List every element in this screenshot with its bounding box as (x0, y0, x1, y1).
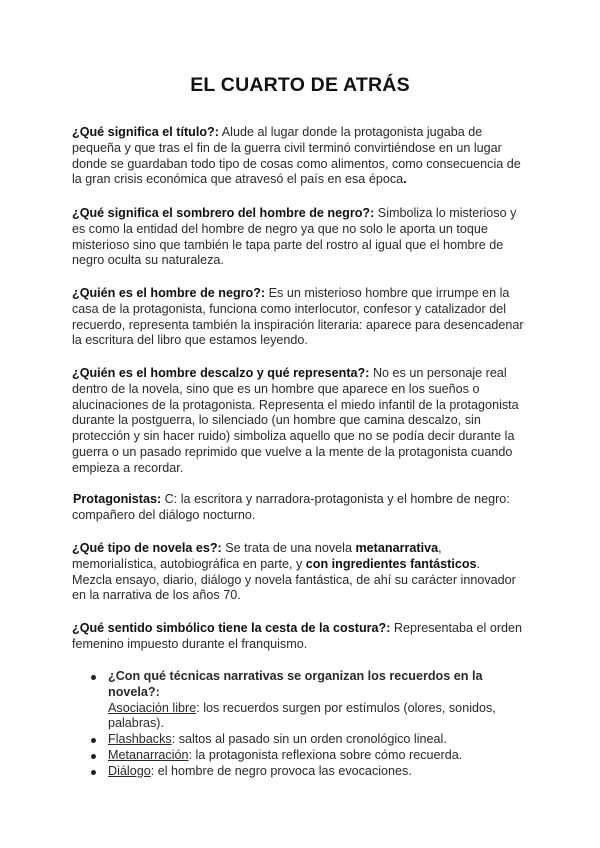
question-label: ¿Qué sentido simbólico tiene la cesta de la costura?: (72, 621, 391, 635)
technique-term: Flashbacks (108, 732, 172, 747)
question-label: ¿Qué significa el título?: (72, 125, 219, 139)
techniques-list (72, 669, 528, 780)
question-label: ¿Qué significa el sombrero del hombre de negro?: (72, 206, 375, 220)
technique-desc: : el hombre de negro provoca las evocaciones. (150, 763, 412, 778)
bullet-icon (91, 754, 96, 759)
bullet-icon (91, 675, 96, 680)
list-heading: ¿Con qué técnicas narrativas se organizan los recuerdos en la novela?: (108, 669, 483, 699)
section-barefoot-man (72, 366, 528, 477)
question-label: Protagonistas: (73, 492, 162, 506)
question-label: ¿Quién es el hombre de negro?: (72, 286, 266, 300)
novel-type-extra: Mezcla ensayo, diario, diálogo y novela fantástica, de ahí su carácter innovador en la narrativa de los años 70. (72, 572, 516, 603)
technique-desc: : los recuerdos surgen por estímulos (olores, sonidos, palabras). (108, 700, 496, 731)
question-label: ¿Qué tipo de novela es?: (72, 541, 222, 555)
list-item (72, 764, 528, 780)
answer-text: . (476, 556, 481, 571)
answer-text: Alude al lugar donde la protagonista jugaba de pequeña y que tras el fin de la guerra civil terminó convirtiéndose en un lugar donde se guardaban todo tipo de cosas como alimentos, como consecuencia de la gran crisis económica que atravesó el país en esa época (72, 125, 521, 187)
section-novel-type (72, 541, 528, 604)
section-man-in-black (72, 286, 528, 349)
technique-term: Asociación libre (108, 700, 197, 715)
answer-text: Se trata de una novela (221, 541, 356, 555)
technique-desc: : la protagonista reflexiona sobre cómo recuerda. (188, 747, 463, 762)
list-item (72, 732, 528, 748)
answer-text: Simboliza lo misterioso y es como la entidad del hombre de negro ya que no solo le aporta un toque misterioso sino que también le tapa parte del rostro al igual que el hombre de negro oculta su naturaleza. (72, 206, 517, 268)
bullet-icon (91, 770, 96, 775)
section-sewing-basket (72, 621, 528, 653)
list-item (72, 748, 528, 764)
bold-term: con ingredientes fantásticos (305, 556, 477, 571)
answer-text: C: la escritora y narradora-protagonista y el hombre de negro: compañero del diálogo nocturno. (72, 492, 510, 522)
answer-text: Representaba el orden femenino impuesto durante el franquismo. (72, 621, 523, 651)
answer-text: , memorialística, autobiográfica en parte, y (72, 541, 442, 571)
question-label: ¿Quién es el hombre descalzo y qué representa?: (72, 366, 370, 380)
section-protagonists (72, 492, 528, 524)
list-item (72, 669, 528, 732)
answer-text: No es un personaje real dentro de la novela, sino que es un hombre que aparece en los sueños o alucinaciones de la protagonista. Representa el miedo infantil de la protagonista durante la postguerra, lo silenciado (un hombre que camina descalzo, sin protección y sin hacer ruido) simboliza aquello que no se podía decir durante la guerra o un pasado reprimido que vuelve a la mente de la protagonista cuando empieza a recordar. (72, 366, 519, 475)
section-hat (72, 206, 528, 269)
bullet-icon (91, 738, 96, 743)
novel-type-line (72, 541, 528, 573)
page-title: EL CUARTO DE ATRÁS (190, 74, 410, 96)
technique-term: Diálogo (108, 763, 151, 778)
answer-end: . (403, 172, 407, 187)
technique-term: Metanarración (108, 747, 189, 762)
section-title-meaning (72, 125, 528, 188)
answer-text: Es un misterioso hombre que irrumpe en la casa de la protagonista, funciona como interlocutor, confesor y catalizador del recuerdo, representa también la inspiración literaria: aparece para desencadenar la escritura del libro que estamos leyendo. (72, 286, 524, 348)
bold-term: metanarrativa (355, 541, 439, 555)
technique-desc: : saltos al pasado sin un orden cronológico lineal. (171, 732, 447, 747)
